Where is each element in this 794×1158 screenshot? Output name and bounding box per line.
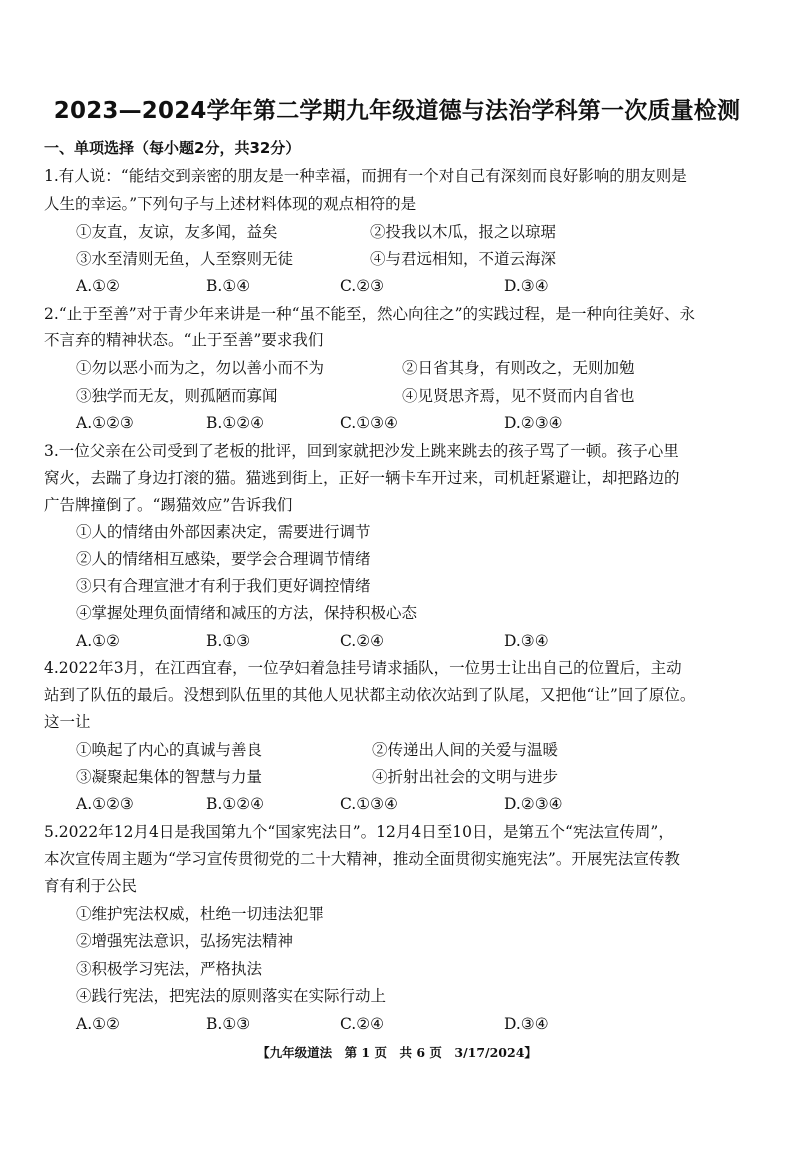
q5-choice-b[interactable]: B.①③ bbox=[206, 1015, 251, 1033]
q4-choice-c[interactable]: C.①③④ bbox=[340, 795, 398, 813]
q3-statement-4: ④掌握处理负面情绪和减压的方法，保持积极心态 bbox=[76, 604, 418, 622]
q1-statement-1: ①友直，友谅，友多闻，益矣 bbox=[76, 223, 278, 241]
q3-statement-2: ②人的情绪相互感染，要学会合理调节情绪 bbox=[76, 550, 371, 568]
q2-choice-a[interactable]: A.①②③ bbox=[76, 414, 134, 432]
q1-choice-a[interactable]: A.①② bbox=[76, 277, 120, 295]
q1-choice-d[interactable]: D.③④ bbox=[504, 277, 549, 295]
q3-statement-1: ①人的情绪由外部因素决定，需要进行调节 bbox=[76, 523, 371, 541]
q4-stem-line-1: 4.2022年3月，在江西宜春，一位孕妇着急挂号请求插队，一位男士让出自己的位置后，主动 bbox=[44, 659, 682, 677]
q4-stem-line-2: 站到了队伍的最后。没想到队伍里的其他人见状都主动依次站到了队尾，又把他“让”回了原位。 bbox=[44, 686, 696, 704]
q4-choice-a[interactable]: A.①②③ bbox=[76, 795, 134, 813]
q4-statement-1: ①唤起了内心的真诚与善良 bbox=[76, 741, 263, 759]
q2-statement-2: ②日省其身，有则改之，无则加勉 bbox=[402, 359, 635, 377]
q3-stem-line-1: 3.一位父亲在公司受到了老板的批评，回到家就把沙发上跳来跳去的孩子骂了一顿。孩子心里 bbox=[44, 442, 679, 460]
q5-statement-4: ④践行宪法，把宪法的原则落实在实际行动上 bbox=[76, 987, 387, 1005]
q3-statement-3: ③只有合理宣泄才有利于我们更好调控情绪 bbox=[76, 577, 371, 595]
q2-choice-b[interactable]: B.①②④ bbox=[206, 414, 265, 432]
q1-stem-line-1: 1.有人说：“能结交到亲密的朋友是一种幸福，而拥有一个对自己有深刻而良好影响的朋友则是 bbox=[44, 167, 687, 185]
q5-choice-d[interactable]: D.③④ bbox=[504, 1015, 549, 1033]
q1-statement-2: ②投我以木瓜，报之以琼琚 bbox=[370, 223, 557, 241]
q4-choice-b[interactable]: B.①②④ bbox=[206, 795, 265, 813]
q2-statement-1: ①勿以恶小而为之，勿以善小而不为 bbox=[76, 359, 325, 377]
q5-stem-line-3: 育有利于公民 bbox=[44, 877, 138, 895]
q4-statement-3: ③凝聚起集体的智慧与力量 bbox=[76, 768, 263, 786]
q3-choice-a[interactable]: A.①② bbox=[76, 632, 120, 650]
q2-statement-3: ③独学而无友，则孤陋而寡闻 bbox=[76, 387, 278, 405]
q1-choice-c[interactable]: C.②③ bbox=[340, 277, 385, 295]
q4-stem-line-3: 这一让 bbox=[44, 713, 91, 731]
q4-statement-4: ④折射出社会的文明与进步 bbox=[372, 768, 559, 786]
q4-statement-2: ②传递出人间的关爱与温暖 bbox=[372, 741, 559, 759]
q3-stem-line-3: 广告牌撞倒了。“踢猫效应”告诉我们 bbox=[44, 496, 293, 514]
q5-choice-a[interactable]: A.①② bbox=[76, 1015, 120, 1033]
q5-statement-1: ①维护宪法权威，杜绝一切违法犯罪 bbox=[76, 905, 325, 923]
q2-choice-c[interactable]: C.①③④ bbox=[340, 414, 398, 432]
q2-choice-d[interactable]: D.②③④ bbox=[504, 414, 563, 432]
page-footer: 【九年级道法 第 1 页 共 6 页 3/17/2024】 bbox=[257, 1045, 537, 1060]
q1-choice-b[interactable]: B.①④ bbox=[206, 277, 251, 295]
q5-statement-2: ②增强宪法意识，弘扬宪法精神 bbox=[76, 932, 294, 950]
q5-stem-line-1: 5.2022年12月4日是我国第九个“国家宪法日”。12月4日至10日，是第五个“宪法宣传周”， bbox=[44, 823, 674, 841]
section-heading: 一、单项选择（每小题2分，共32分） bbox=[44, 139, 301, 157]
q2-stem-line-1: 2.“止于至善”对于青少年来讲是一种“虽不能至，然心向往之”的实践过程，是一种向往美好、永 bbox=[44, 305, 695, 323]
q4-choice-d[interactable]: D.②③④ bbox=[504, 795, 563, 813]
q1-statement-4: ④与君远相知，不道云海深 bbox=[370, 250, 557, 268]
q3-stem-line-2: 窝火，去踹了身边打滚的猫。猫逃到街上，正好一辆卡车开过来，司机赶紧避让，却把路边的 bbox=[44, 469, 680, 487]
q5-choice-c[interactable]: C.②④ bbox=[340, 1015, 385, 1033]
q2-stem-line-2: 不言弃的精神状态。“止于至善”要求我们 bbox=[44, 331, 324, 349]
exam-title: 2023—2024学年第二学期九年级道德与法治学科第一次质量检测 bbox=[53, 98, 741, 124]
q2-statement-4: ④见贤思齐焉，见不贤而内自省也 bbox=[402, 387, 635, 405]
q1-statement-3: ③水至清则无鱼，人至察则无徒 bbox=[76, 250, 294, 268]
q5-stem-line-2: 本次宣传周主题为“学习宣传贯彻党的二十大精神，推动全面贯彻实施宪法”。开展宪法宣传教 bbox=[44, 850, 680, 868]
q3-choice-c[interactable]: C.②④ bbox=[340, 632, 385, 650]
q5-statement-3: ③积极学习宪法，严格执法 bbox=[76, 960, 263, 978]
q3-choice-d[interactable]: D.③④ bbox=[504, 632, 549, 650]
q1-stem-line-2: 人生的幸运。”下列句子与上述材料体现的观点相符的是 bbox=[44, 195, 417, 213]
q3-choice-b[interactable]: B.①③ bbox=[206, 632, 251, 650]
